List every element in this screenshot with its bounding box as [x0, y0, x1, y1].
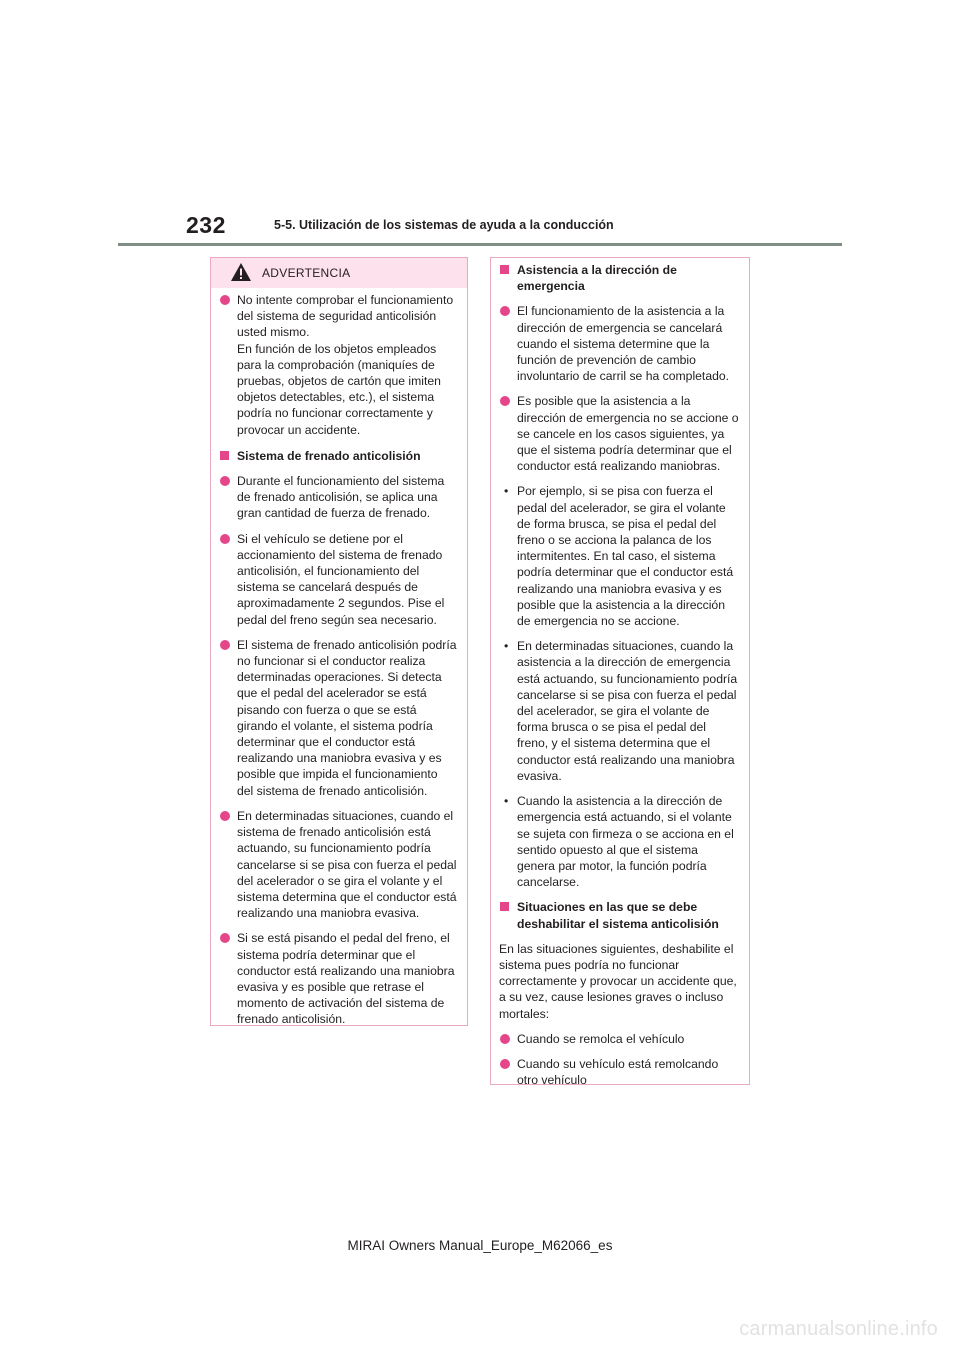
circle-bullet-icon [220, 476, 230, 486]
list-item [499, 393, 739, 474]
item-text: Cuando la asistencia a la dirección de emergencia está actuando, si el volante se sujeta con firmeza o se acciona en el sentido opuesto al que el sistema genera par motor, la función podría cancelarse. [517, 794, 734, 890]
item-text: Durante el funcionamiento del sistema de frenado anticolisión, se aplica una gran cantidad de fuerza de frenado. [237, 474, 445, 521]
item-text: En determinadas situaciones, cuando el sistema de frenado anticolisión está actuando, su funcionamiento podría cancelarse si se pisa con fuerza el pedal del acelerador o se gira el volante y el sistema determina que el conductor está realizando una maniobra evasiva. [237, 808, 457, 921]
page-header [0, 0, 960, 250]
item-text: Cuando su vehículo está remolcando otro vehículo [517, 1056, 719, 1088]
item-text: Si se está pisando el pedal del freno, el sistema podría determinar que el conductor está realizando una maniobra evasiva y es posible que retrase el momento de activación del sistema de frenado anticolisión. [237, 931, 455, 1027]
heading-text: Situaciones en las que se debe deshabilitar el sistema anticolisión [517, 900, 719, 931]
heading-text: Asistencia a la dirección de emergencia [517, 263, 677, 294]
item-text: El sistema de frenado anticolisión podría no funcionar si el conductor realiza determinadas operaciones. Si detecta que el pedal del acelerador se está pisando con fuerza o que se está girando el volante, el sistema podría determinar que el conductor está realizando una maniobra evasiva y es posible que impida el funcionamiento del sistema de frenado anticolisión. [237, 637, 457, 798]
dot-list-item [499, 483, 739, 629]
list-item [499, 1031, 739, 1047]
heading-text: Sistema de frenado anticolisión [237, 448, 421, 463]
dot-list-item [499, 638, 739, 784]
list-item [219, 292, 457, 438]
item-text: Por ejemplo, si se pisa con fuerza el pedal del acelerador, se gira el volante de forma brusca, se pisa el pedal del freno o se acciona la palanca de los intermitentes. En tal caso, el sistema podría determinar que el conductor está realizando una maniobra evasiva y es posible que la asistencia a la dirección de emergencia no se accione. [517, 484, 734, 629]
page-number: 232 [186, 212, 226, 238]
square-bullet-icon [500, 902, 509, 911]
circle-bullet-icon [220, 933, 230, 943]
section-title: 5-5. Utilización de los sistemas de ayuda a la conducción [274, 218, 614, 232]
subsection-heading [219, 448, 457, 464]
dot-bullet-icon: • [504, 794, 509, 809]
subsection-heading [499, 262, 739, 294]
square-bullet-icon [500, 265, 509, 274]
warning-box [210, 257, 468, 1026]
circle-bullet-icon [500, 396, 510, 406]
list-item [499, 303, 739, 384]
footer-text: MIRAI Owners Manual_Europe_M62066_es [347, 1238, 613, 1253]
list-item [219, 473, 457, 522]
list-item [219, 531, 457, 628]
watermark: carmanualsonline.info [739, 1318, 938, 1340]
warning-triangle-icon [230, 262, 252, 282]
item-text: Es posible que la asistencia a la dirección de emergencia no se accione o se cancele en los casos siguientes, ya que el sistema podría determinar que el conductor está realizando maniobras. [517, 394, 739, 474]
dot-list-item [499, 793, 739, 890]
list-item [219, 930, 457, 1027]
warning-content [211, 288, 467, 1028]
circle-bullet-icon [500, 306, 510, 316]
list-item [219, 637, 457, 799]
circle-bullet-icon [220, 295, 230, 305]
subsection-heading [499, 899, 739, 931]
item-text: En determinadas situaciones, cuando la asistencia a la dirección de emergencia está actuando, su funcionamiento podría cancelarse si se pisa con fuerza el pedal del acelerador, se gira el volante de forma brusca o se pisa el pedal del freno, y el sistema determina que el conductor está realizando una maniobra evasiva. [517, 639, 738, 783]
circle-bullet-icon [220, 534, 230, 544]
warning-title: ADVERTENCIA [262, 266, 351, 280]
paragraph: En las situaciones siguientes, deshabilite el sistema pues podría no funcionar correctamente y provocar un accidente que, a su vez, cause lesiones graves o incluso mortales: [499, 941, 737, 1021]
circle-bullet-icon [500, 1059, 510, 1069]
item-text: Si el vehículo se detiene por el accionamiento del sistema de frenado anticolisión, el funcionamiento del sistema se cancelará después de aproximadamente 2 segundos. Pise el pedal del freno según sea necesario. [237, 531, 445, 627]
warning-content-continued [491, 258, 749, 1088]
circle-bullet-icon [220, 811, 230, 821]
circle-bullet-icon [500, 1034, 510, 1044]
item-text: No intente comprobar el funcionamiento del sistema de seguridad anticolisión usted mismo. En función de los objetos empleados para la comprobación (maniquíes de pruebas, objetos de cartón que imiten objetos detectables, etc.), el sistema podría no funcionar correctamente y provocar un accidente. [237, 293, 454, 437]
item-text: Cuando se remolca el vehículo [517, 1031, 685, 1046]
circle-bullet-icon [220, 640, 230, 650]
dot-bullet-icon: • [504, 484, 509, 499]
warning-box-continued [490, 257, 750, 1088]
list-item [219, 808, 457, 921]
square-bullet-icon [220, 451, 229, 460]
item-text: El funcionamiento de la asistencia a la dirección de emergencia se cancelará cuando el sistema determine que la función de prevención de cambio involuntario de carril se ha completado. [517, 304, 730, 384]
warning-header [211, 258, 467, 288]
list-item [499, 1056, 739, 1088]
header-divider [118, 243, 842, 246]
dot-bullet-icon: • [504, 639, 509, 654]
